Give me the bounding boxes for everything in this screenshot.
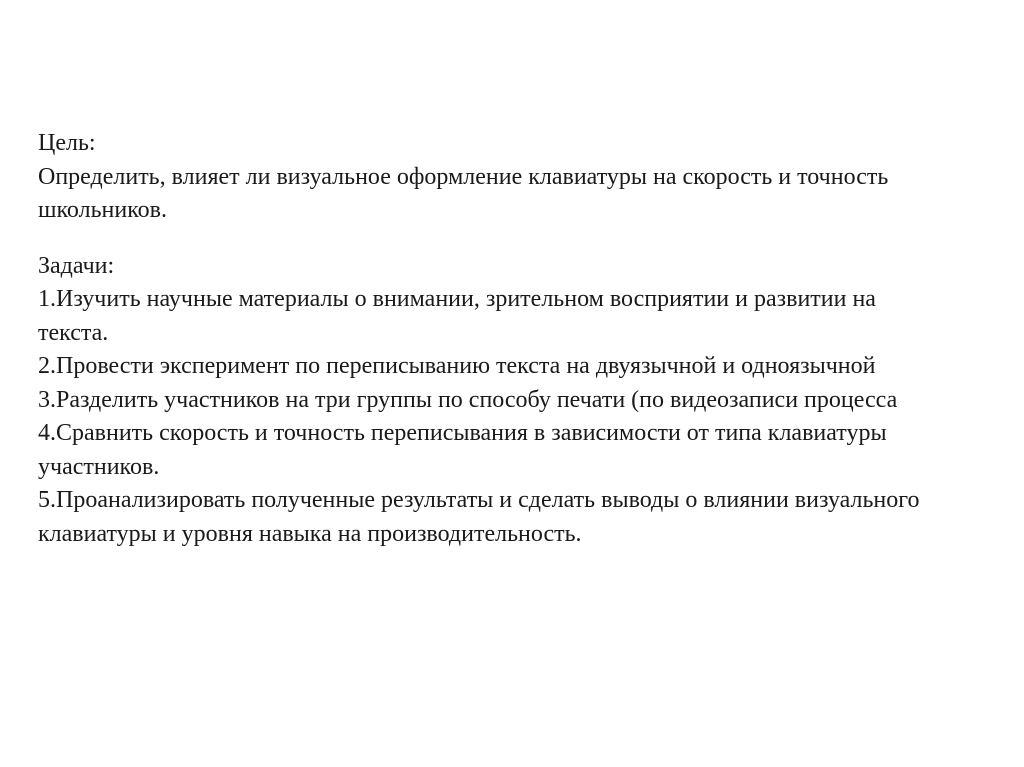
- task-line: 3.Разделить участников на три группы по способу печати (по видеозаписи процесса: [38, 386, 898, 413]
- task-line: 5.Проанализировать полученные результаты и сделать выводы о влиянии визуального: [38, 487, 920, 513]
- goal-heading: Цель:: [38, 130, 96, 156]
- tasks-heading: Задачи:: [38, 252, 115, 279]
- spacer: [38, 228, 1024, 250]
- task-line: 1.Изучить научные материалы о внимании, зрительном восприятии и развитии на: [38, 286, 876, 312]
- slide-text: [38, 127, 1024, 551]
- task-line: участников.: [38, 453, 160, 480]
- goal-line: Определить, влияет ли визуальное оформление клавиатуры на скорость и точность: [38, 163, 889, 190]
- task-line: клавиатуры и уровня навыка на производительность.: [38, 520, 582, 547]
- task-line: текста.: [38, 319, 109, 346]
- task-line: 4.Сравнить скорость и точность переписывания в зависимости от типа клавиатуры: [38, 420, 887, 446]
- task-line: 2.Провести эксперимент по переписыванию текста на двуязычной и одноязычной: [38, 353, 876, 379]
- goal-line: школьников.: [38, 197, 167, 223]
